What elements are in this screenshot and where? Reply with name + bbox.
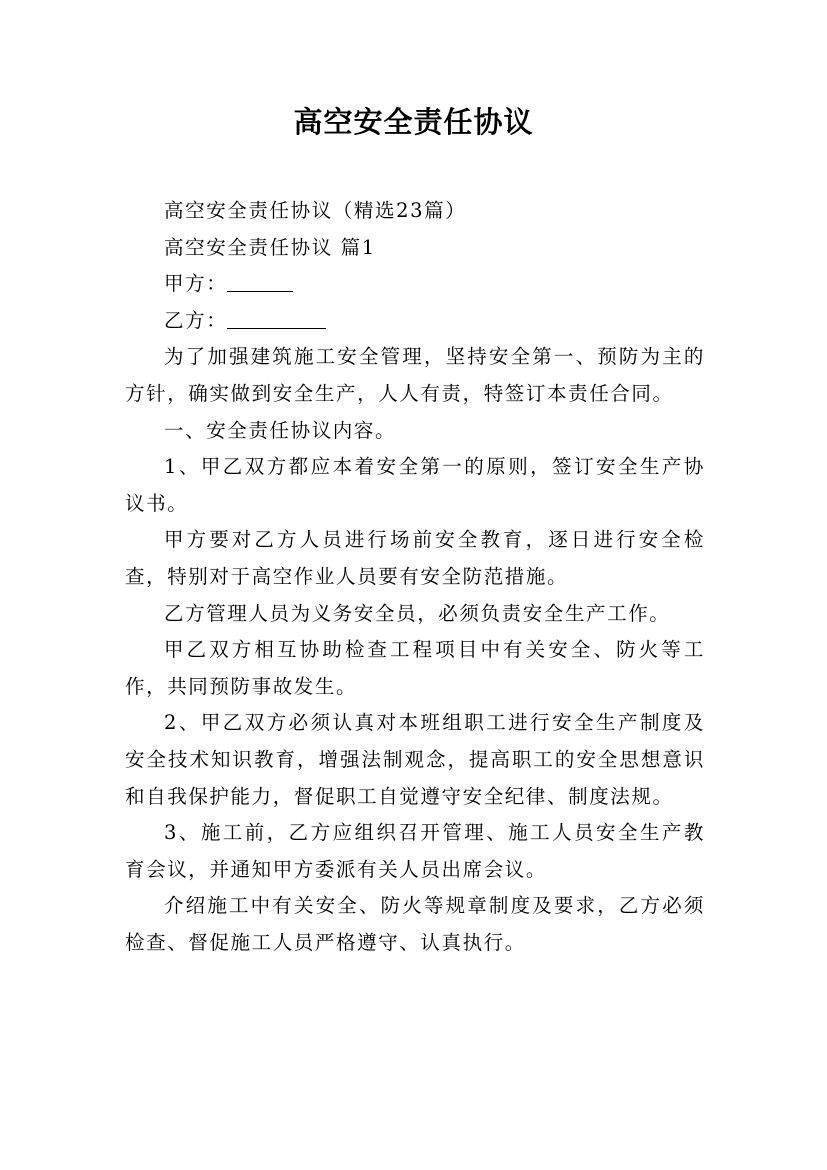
section-heading-1: 一、安全责任协议内容。	[164, 418, 397, 442]
party-a-label: 甲方：	[164, 272, 228, 296]
party-a-line	[125, 266, 705, 303]
paragraph-purpose: 为了加强建筑施工安全管理，坚持安全第一、预防为主的方针，确实做到安全生产，人人有责，特签订本责任合同。	[125, 345, 705, 405]
party-b-label: 乙方：	[164, 308, 228, 332]
clause-3: 3、施工前，乙方应组织召开管理、施工人员安全生产教育会议，并通知甲方委派有关人员出席会议。	[125, 821, 705, 881]
party-a-blank	[227, 273, 293, 292]
clause-3-detail: 介绍施工中有关安全、防火等规章制度及要求，乙方必须检查、督促施工人员严格遵守、认真执行。	[125, 894, 705, 954]
document-subtitle: 高空安全责任协议（精选23篇）	[164, 199, 467, 222]
clause-1-detail-a: 甲方要对乙方人员进行场前安全教育，逐日进行安全检查，特别对于高空作业人员要有安全防范措施。	[125, 528, 705, 588]
document-title: 高空安全责任协议	[293, 105, 534, 139]
clause-1-detail-c: 甲乙双方相互协助检查工程项目中有关安全、防火等工作，共同预防事故发生。	[125, 638, 705, 698]
party-b-line	[125, 303, 705, 340]
clause-1-detail-b: 乙方管理人员为义务安全员，必须负责安全生产工作。	[164, 601, 671, 625]
clause-2: 2、甲乙双方必须认真对本班组职工进行安全生产制度及安全技术知识教育，增强法制观念，提高职工的安全思想意识和自我保护能力，督促职工自觉遵守安全纪律、制度法规。	[125, 711, 705, 808]
clause-1: 1、甲乙双方都应本着安全第一的原则，签订安全生产协议书。	[125, 455, 705, 515]
party-b-blank	[227, 310, 326, 329]
article-heading: 高空安全责任协议 篇1	[164, 235, 376, 259]
document-body	[125, 193, 705, 961]
